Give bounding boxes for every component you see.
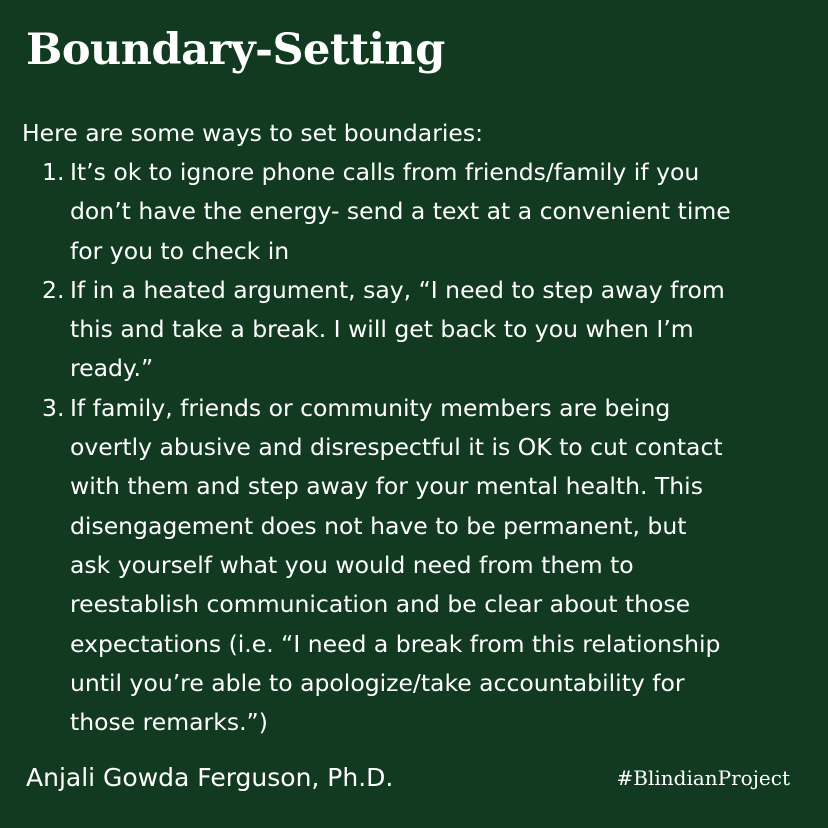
list-item-line: reestablish communication and be clear about those (70, 590, 691, 619)
list-item-line: ask yourself what you would need from them to (70, 550, 634, 579)
list-item-line: until you’re able to apologize/take accountability for (70, 668, 685, 697)
list-item-number: 1. (42, 158, 65, 186)
list-item-line: ready.” (70, 354, 154, 383)
list-item (0, 389, 800, 743)
list-item (0, 271, 800, 389)
list-item-number: 3. (42, 393, 65, 422)
page-title: Boundary-Setting (26, 25, 445, 75)
list-item (0, 153, 800, 271)
author-credit: Anjali Gowda Ferguson, Ph.D. (26, 763, 394, 792)
intro-text: Here are some ways to set boundaries: (22, 119, 484, 147)
list-item-number: 2. (42, 275, 65, 304)
list-item-line: for you to check in (70, 236, 290, 265)
list-item-line: expectations (i.e. “I need a break from this relationship (70, 629, 721, 658)
list-item-line: those remarks.”) (70, 708, 268, 737)
hashtag-label: #BlindianProject (616, 766, 790, 790)
list-item-line: disengagement does not have to be permanent, but (70, 511, 687, 540)
list-item-line: this and take a break. I will get back to you when I’m (70, 315, 694, 344)
list-item-line: It’s ok to ignore phone calls from friends/family if you (70, 158, 700, 186)
list-item-line: don’t have the energy- send a text at a convenient time (70, 197, 731, 226)
list-item-line: If family, friends or community members are being (70, 393, 671, 422)
list-item-line: with them and step away for your mental health. This (70, 472, 703, 501)
list-item-line: If in a heated argument, say, “I need to step away from (70, 275, 725, 304)
list-item-line: overtly abusive and disrespectful it is OK to cut contact (70, 433, 723, 462)
boundaries-list (0, 153, 800, 742)
